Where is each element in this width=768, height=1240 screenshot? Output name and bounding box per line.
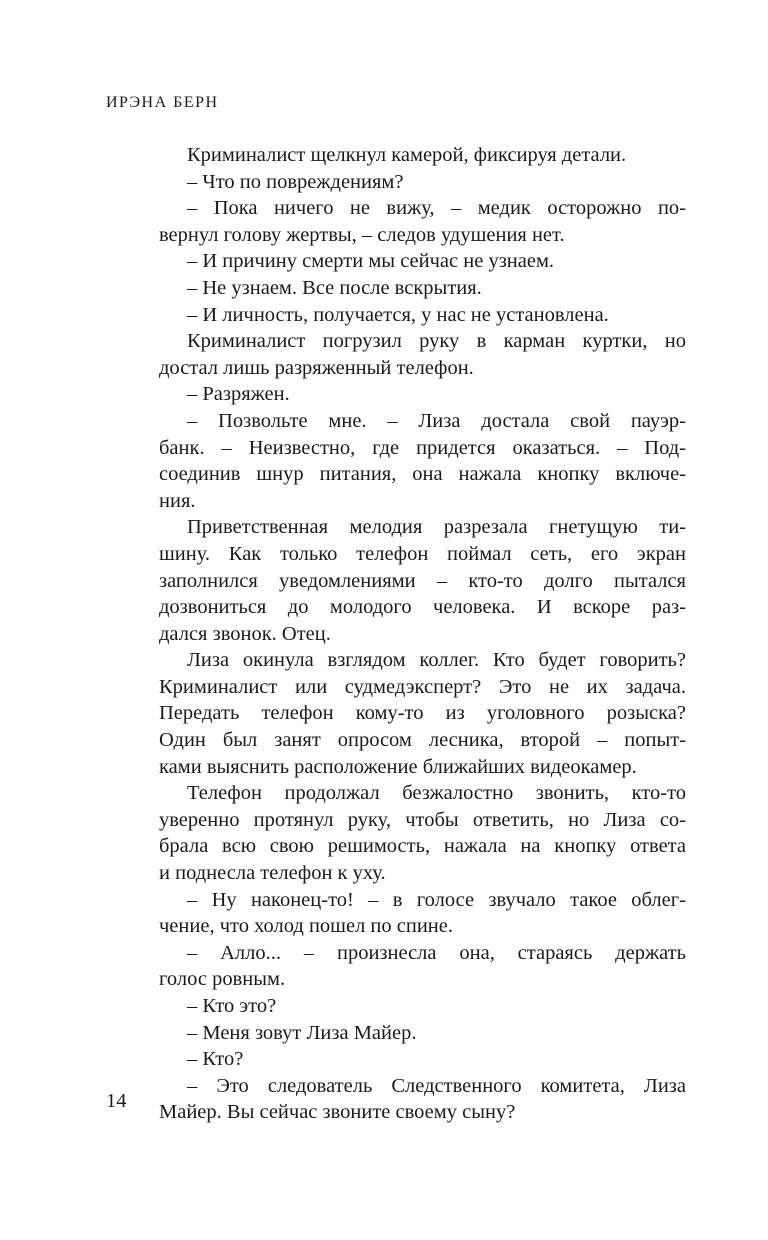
text-line: достал лишь разряженный телефон. xyxy=(159,356,474,379)
text-line: заполнился уведомлениями – кто-то долго пытался xyxy=(159,569,686,592)
text-line: – И причину смерти мы сейчас не узнаем. xyxy=(187,250,555,273)
text-line: – Не узнаем. Все после вскрытия. xyxy=(187,276,482,299)
page-number: 14 xyxy=(106,1090,127,1112)
text-line: Телефон продолжал безжалостно звонить, кто-то xyxy=(187,782,686,805)
text-line: Криминалист щелкнул камерой, фиксируя детали. xyxy=(187,144,627,166)
text-line: – И личность, получается, у нас не установлена. xyxy=(187,303,609,326)
text-line: Майер. Вы сейчас звоните своему сыну? xyxy=(159,1101,516,1124)
text-line: ками выяснить расположение ближайших видеокамер. xyxy=(159,755,637,778)
text-line: Криминалист погрузил руку в карман куртки, но xyxy=(187,330,686,353)
text-line: – Ну наконец-то! – в голосе звучало такое облег- xyxy=(187,888,686,911)
text-line: брала всю свою решимость, нажала на кнопку ответа xyxy=(159,835,686,858)
text-line: вернул голову жертвы, – следов удушения нет. xyxy=(159,223,565,246)
text-line: и поднесла телефон к уху. xyxy=(159,862,386,885)
text-line: – Кто это? xyxy=(187,995,277,1017)
text-line: Один был занят опросом лесника, второй – попыт- xyxy=(159,729,686,752)
text-line: соединив шнур питания, она нажала кнопку включе- xyxy=(159,463,686,486)
body-text xyxy=(159,142,686,1126)
text-line: – Кто? xyxy=(187,1048,244,1071)
text-line: – Что по повреждениям? xyxy=(187,170,404,193)
text-line: – Разряжен. xyxy=(187,383,290,406)
text-line: Передать телефон кому-то из уголовного розыска? xyxy=(159,702,686,725)
text-line: чение, что холод пошел по спине. xyxy=(159,915,454,938)
text-line: Криминалист или судмедэксперт? Это не их задача. xyxy=(159,675,686,698)
text-line: – Алло... – произнесла она, стараясь держать xyxy=(187,941,686,964)
text-line: – Это следователь Следственного комитета, Лиза xyxy=(187,1074,686,1097)
running-head-author: ИРЭНА БЕРН xyxy=(106,94,219,111)
text-line: – Пока ничего не вижу, – медик осторожно по- xyxy=(187,197,686,220)
text-line: дался звонок. Отец. xyxy=(159,622,331,645)
text-line: – Позвольте мне. – Лиза достала свой пауэр- xyxy=(187,409,686,432)
text-line: – Меня зовут Лиза Майер. xyxy=(187,1021,417,1044)
text-line: шину. Как только телефон поймал сеть, его экран xyxy=(159,542,686,565)
text-line: банк. – Неизвестно, где придется оказаться. – Под- xyxy=(159,436,686,459)
text-line: уверенно протянул руку, чтобы ответить, но Лиза со- xyxy=(159,808,686,831)
text-line: дозвониться до молодого человека. И вскоре раз- xyxy=(159,596,686,619)
text-line: Приветственная мелодия разрезала гнетущую ти- xyxy=(187,516,686,539)
text-line: ния. xyxy=(159,489,196,512)
text-line: голос ровным. xyxy=(159,968,286,991)
text-line: Лиза окинула взглядом коллег. Кто будет говорить? xyxy=(187,649,686,672)
